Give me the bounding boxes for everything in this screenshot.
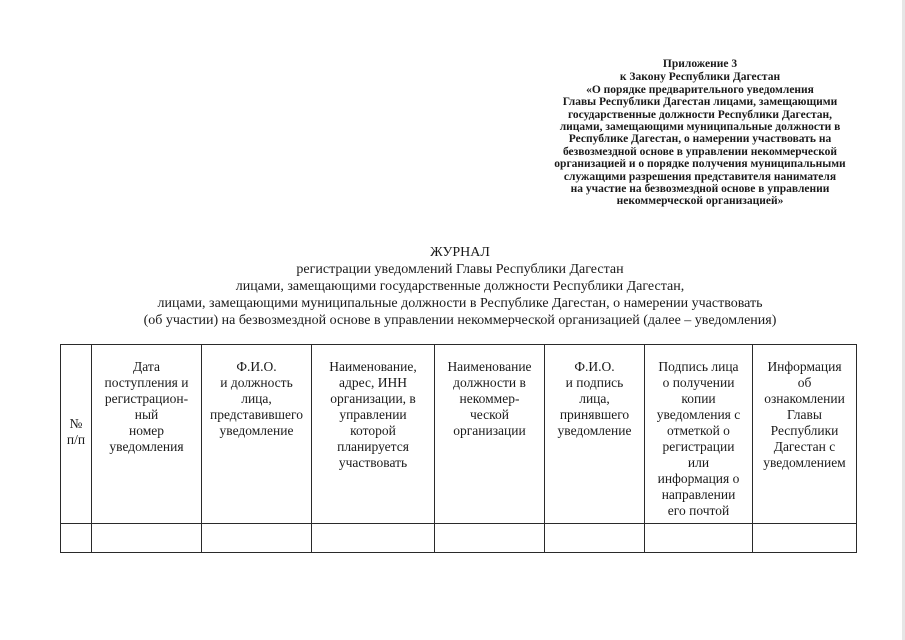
table-cell (61, 524, 92, 553)
registration-table (60, 344, 857, 553)
table-row (61, 524, 857, 553)
journal-title-block (60, 244, 860, 329)
header-cell-number: № п/п (61, 345, 92, 524)
appendix-line: к Закону Республики Дагестан (619, 71, 781, 84)
header-cell-organization: Наименование, адрес, ИНН организации, в управлении которой планируется участвовать (312, 345, 435, 524)
table-cell (435, 524, 545, 553)
header-cell-date: Дата поступления и регистрацион- ный номер уведомления (92, 345, 202, 524)
appendix-line: государственные должности Республики Дагестан, (568, 108, 832, 121)
journal-subtitle-line: лицами, замещающими государственные должности Республики Дагестан, (235, 279, 685, 294)
table-cell (645, 524, 753, 553)
journal-subtitle-line: регистрации уведомлений Главы Республики Дагестан (296, 262, 624, 277)
appendix-line: Республике Дагестан, о намерении участвовать на (568, 133, 832, 146)
table-cell (202, 524, 312, 553)
table-cell (92, 524, 202, 553)
header-cell-submitter: Ф.И.О. и должность лица, представившего уведомление (202, 345, 312, 524)
header-cell-copy-signature: Подпись лица о получении копии уведомления с отметкой о регистрации или информация о направлении его почтой (645, 345, 753, 524)
appendix-line: лицами, замещающими муниципальные должности в (559, 121, 841, 134)
table-cell (545, 524, 645, 553)
appendix-line: безвозмездной основе в управлении некоммерческой (562, 145, 838, 158)
appendix-line: Главы Республики Дагестан лицами, замещающими (562, 96, 838, 109)
appendix-line: некоммерческой организацией» (616, 195, 784, 208)
header-cell-position: Наименование должности в некоммер- ческой организации (435, 345, 545, 524)
appendix-line: «О порядке предварительного уведомления (586, 83, 814, 96)
header-cell-receiver: Ф.И.О. и подпись лица, принявшего уведомление (545, 345, 645, 524)
appendix-header (500, 58, 900, 208)
appendix-line: на участие на безвозмездной основе в управлении (570, 183, 830, 196)
table-cell (312, 524, 435, 553)
appendix-line: служащими разрешения представителя нанимателя (563, 170, 837, 183)
appendix-title: Приложение 3 (662, 58, 738, 70)
journal-subtitle-line: (об участии) на безвозмездной основе в управлении некоммерческой организацией (далее – уведомления) (143, 313, 777, 328)
table-header-row (61, 345, 857, 524)
table-cell (753, 524, 857, 553)
header-cell-acknowledgement: Информация об ознакомлении Главы Республики Дагестан с уведомлением (753, 345, 857, 524)
journal-title: ЖУРНАЛ (430, 245, 490, 260)
journal-subtitle-line: лицами, замещающими муниципальные должности в Республике Дагестан, о намерении участвовать (157, 296, 763, 311)
appendix-line: организацией и о порядке получения муниципальными (554, 158, 846, 171)
